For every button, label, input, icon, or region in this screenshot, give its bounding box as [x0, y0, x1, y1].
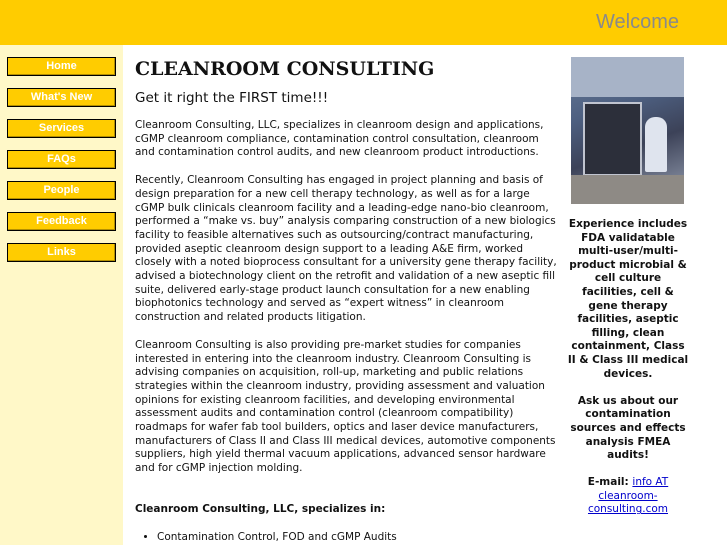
main-content [135, 56, 557, 544]
ask-text: Ask us about our contamination sources and effects analysis FMEA audits! [570, 394, 686, 462]
page-title: CLEANROOM CONSULTING [135, 58, 435, 80]
welcome-text: Welcome [596, 11, 679, 33]
nav-home-button[interactable]: Home [7, 57, 116, 76]
intro-paragraph: Cleanroom Consulting, LLC, specializes in cleanroom design and applications, cGMP cleanroom compliance, contamination control consultation, cleanroom and contamination control audits, and new cleanroom product introductions. [135, 119, 544, 159]
nav-people-button[interactable]: People [7, 181, 116, 200]
nav-faqs-button[interactable]: FAQs [7, 150, 116, 169]
pre-market-paragraph: Cleanroom Consulting is also providing pre-market studies for companies interested in entering into the cleanroom industry. Cleanroom Consulting is advising companies on acquisition, roll-up, marketing and public relations strategies within the cleanroom industry, providing assessment and valuation opinions for existing cleanroom facilities, and developing environmental assessment audits and contamination control (cleanroom compatibility) roadmaps for wafer fab tool builders, optics and laser device manufacturers, manufacturers of Class II and Class III medical devices, automotive components suppliers, high yield thermal vacuum applications, advanced sensor hardware and for cGMP injection molding. [135, 338, 556, 475]
email-label: E-mail: [587, 476, 629, 489]
cleanroom-photo [571, 57, 684, 204]
nav-whats-new-button[interactable]: What's New [7, 88, 116, 107]
recent-work-paragraph: Recently, Cleanroom Consulting has engaged in project planning and basis of design preparation for a new cell therapy technology, as well as for a large cGMP bulk clinicals cleanroom facility and a leading-edge nano-bio cleanroom, performed a “make vs. buy” analysis comparing construction of a new biologics facility to feasible alternatives such as outsourcing/contract manufacturing, provided aseptic cleanroom design support to a leading A&E firm, worked closely with a noted bioprocess consultant for a university gene therapy facility, advised a biotechnology client on the retrofit and validation of a new aseptic fill suite, delivered early-stage product launch consultation for a new enabling biophotonics technology and served as “expert witness” in cleanroom construction and related products litigation. [135, 174, 557, 324]
email-block [566, 476, 690, 517]
specializes-heading: Cleanroom Consulting, LLC, specializes in: [135, 502, 386, 515]
nav-sidebar [0, 45, 123, 545]
nav-links-button[interactable]: Links [7, 243, 116, 262]
tagline: Get it right the FIRST time!!! [135, 90, 329, 106]
list-item: • Contamination Control, FOD and cGMP Audits [157, 531, 557, 545]
nav-feedback-button[interactable]: Feedback [7, 212, 116, 231]
specializes-list [135, 531, 557, 545]
top-banner [0, 0, 727, 45]
experience-text: Experience includes FDA validatable multi-user/multi-product microbial & cell culture facilities, cell & gene therapy facilities, aseptic filling, clean containment, Class II & Class III medical devices. [567, 218, 689, 380]
nav-services-button[interactable]: Services [7, 119, 116, 138]
right-sidebar [566, 218, 690, 531]
email-link[interactable]: info AT cleanroom-consulting.com [587, 476, 669, 516]
